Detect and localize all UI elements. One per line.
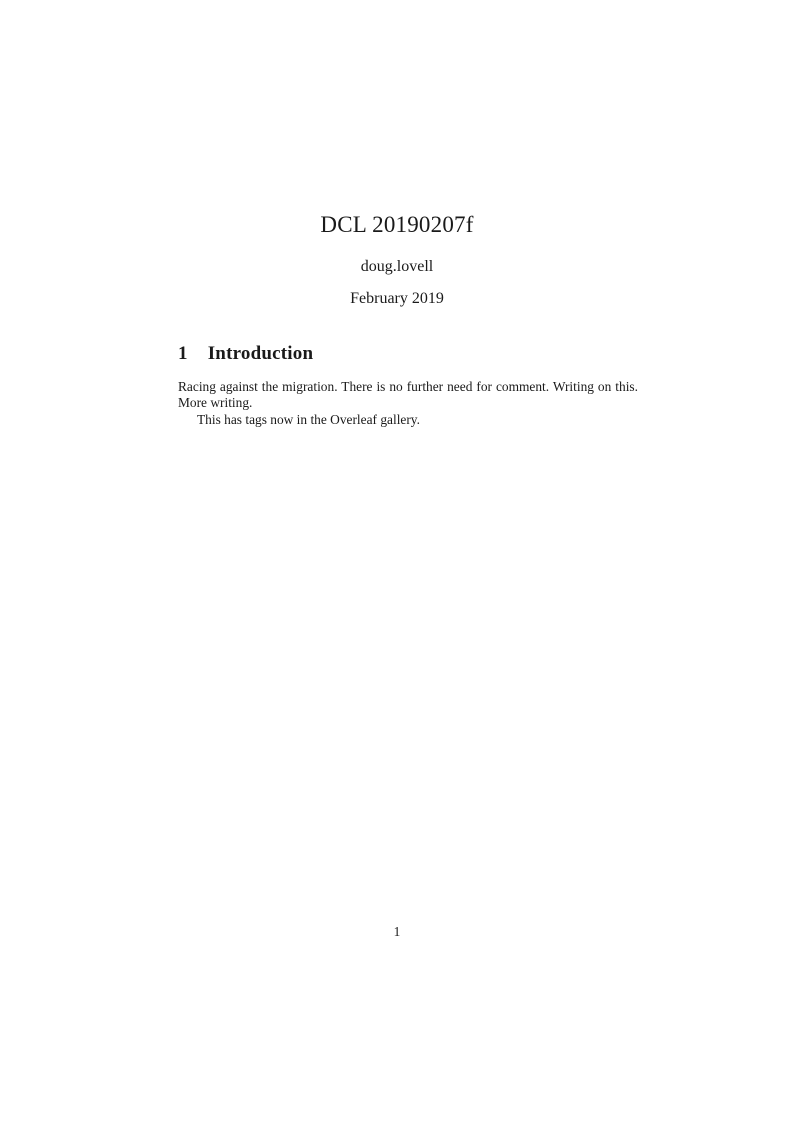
section-number: 1: [178, 343, 188, 364]
section-heading: [178, 343, 638, 365]
paragraph: Racing against the migration. There is no further need for comment. Writing on this. More writing.: [178, 379, 638, 411]
paragraph: This has tags now in the Overleaf gallery.: [197, 411, 420, 427]
document-author: doug.lovell: [360, 258, 434, 275]
document-title: DCL 20190207f: [320, 212, 474, 237]
section-title: Introduction: [207, 343, 314, 364]
body-text: [178, 379, 638, 428]
document-date: February 2019: [350, 290, 444, 307]
page-number: 1: [393, 924, 401, 939]
